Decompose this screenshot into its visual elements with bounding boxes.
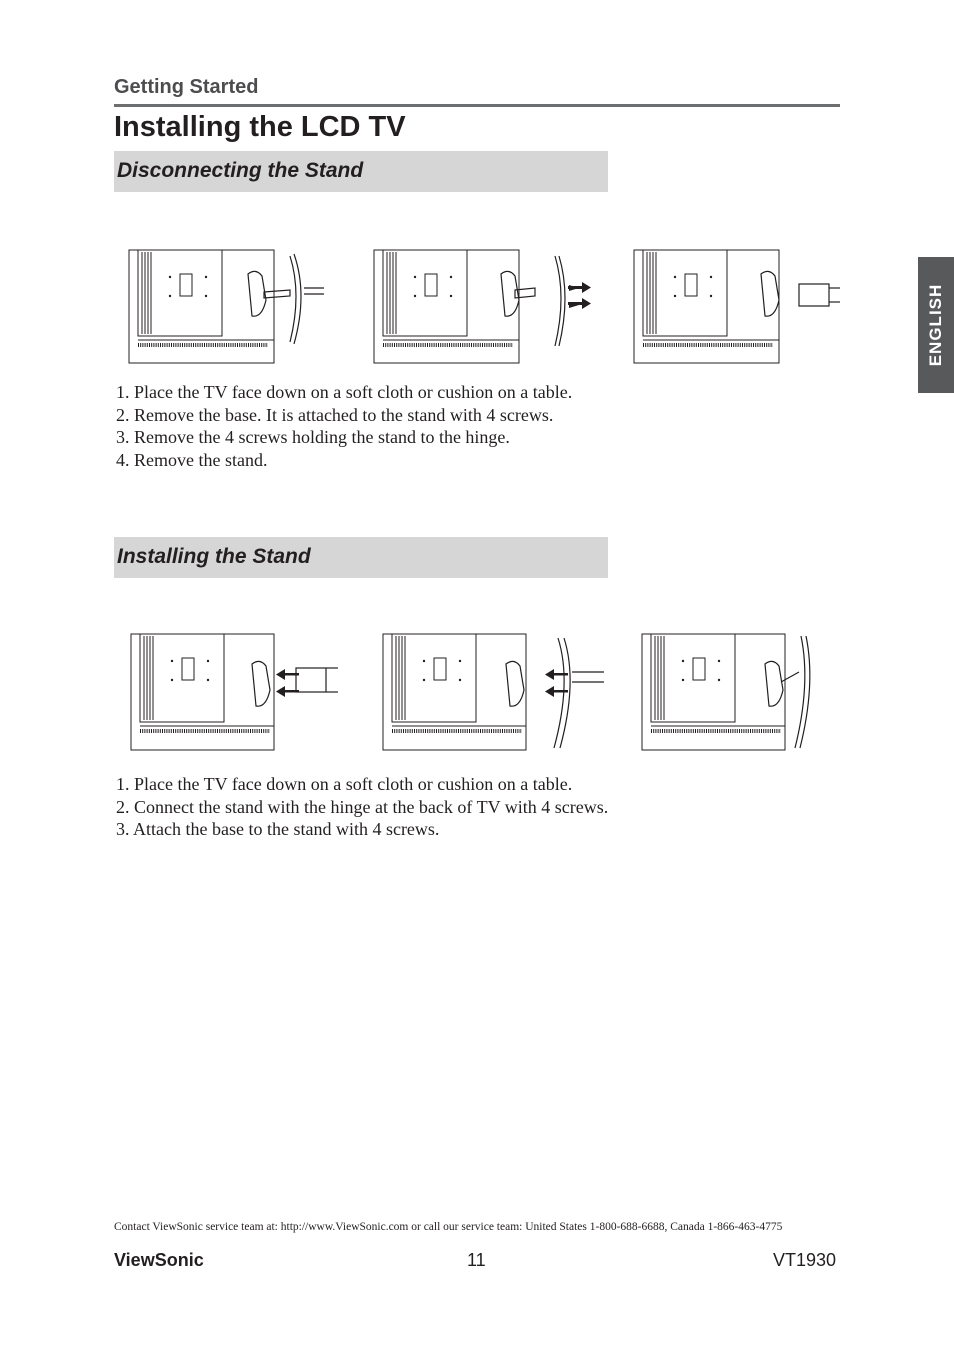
install-step-1-illustration [130,630,340,752]
disconnect-step-3-illustration [633,244,841,366]
footer-model: VT1930 [773,1250,837,1270]
list-item: 3. Attach the base to the stand with 4 screws. [116,819,440,839]
section-label: Getting Started [114,76,259,98]
install-steps-list [116,773,608,841]
disconnect-heading: Disconnecting the Stand [117,159,364,182]
disconnect-step-1-illustration [128,244,328,366]
contact-line: Contact ViewSonic service team at: http://www.ViewSonic.com or call our service team: United States 1-800-688-6688, Canada 1-866-463-4775 [114,1221,783,1233]
disconnect-steps-list [116,381,572,471]
language-tab-label: ENGLISH [926,283,945,367]
language-tab [918,257,954,393]
page-title: Installing the LCD TV [114,111,406,143]
install-heading-bar [114,537,608,578]
install-step-3-illustration [641,630,811,752]
list-item: 2. Remove the base. It is attached to the stand with 4 screws. [116,404,554,425]
footer-brand: ViewSonic [114,1250,204,1270]
header-rule [114,104,840,107]
list-item: 3. Remove the 4 screws holding the stand to the hinge. [116,427,510,447]
install-heading: Installing the Stand [117,545,311,568]
page-number: 11 [467,1250,486,1270]
list-item: 1. Place the TV face down on a soft cloth or cushion on a table. [116,382,573,402]
install-step-2-illustration [382,630,612,752]
list-item: 2. Connect the stand with the hinge at the back of TV with 4 screws. [116,796,609,817]
list-item: 1. Place the TV face down on a soft cloth or cushion on a table. [116,774,573,794]
disconnect-step-2-illustration [373,244,573,366]
list-item: 4. Remove the stand. [116,449,268,470]
disconnect-heading-bar [114,151,608,192]
disconnect-arrows-icon [568,282,592,310]
